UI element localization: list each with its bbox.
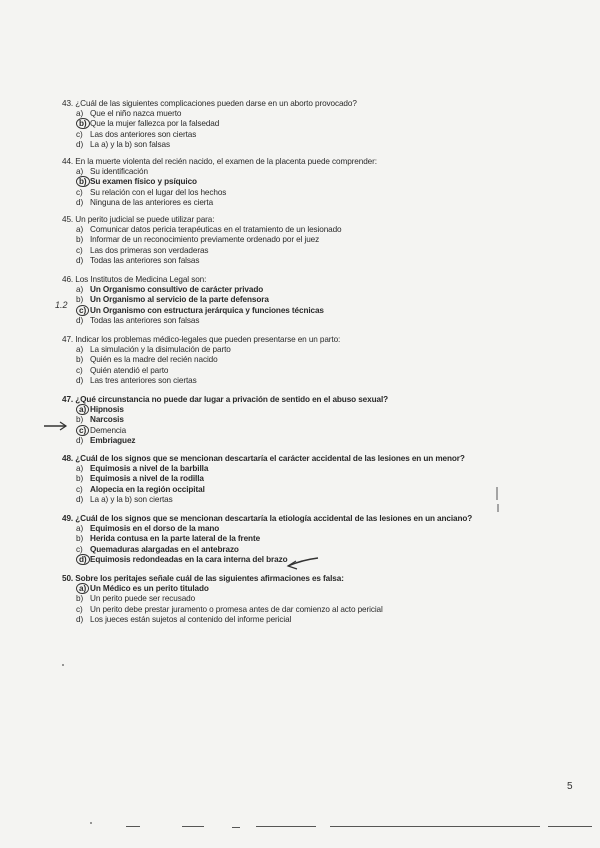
option-marker: c) [76,365,83,375]
option-text: Su examen físico y psíquico [90,177,197,187]
question-title: 47. ¿Qué circunstancia no puede dar lugar a privación de sentido en el abuso sexual? [62,395,389,404]
option-marker: b) [76,594,84,604]
option-text: La a) y la b) son falsas [90,139,170,149]
option-marker: c) [76,245,83,255]
option-text: La simulación y la disimulación de parto [90,345,231,355]
option-marker: d) [76,197,84,207]
option-text: Herida contusa en la parte lateral de la frente [90,534,261,544]
option-text: La a) y la b) son ciertas [90,494,173,504]
option-marker: a) [76,524,84,534]
option-marker: d) [62,555,90,565]
arrow-mark [288,558,318,566]
option-marker: a) [76,345,84,355]
option-marker: c) [76,604,83,614]
option-text: Que el niño nazca muerto [90,109,182,119]
question-title: 44. En la muerte violenta del recién nacido, el examen de la placenta puede comprender: [62,157,377,166]
option-text: Las dos primeras son verdaderas [90,245,209,255]
scan-artifact [126,826,140,827]
scan-dust [90,822,92,824]
option-marker: b) [76,295,84,305]
option-text: Equimosis en el dorso de la mano [90,524,220,534]
option-marker: c) [76,129,83,139]
option-text: Un perito debe prestar juramento o promesa antes de dar comienzo al acto pericial [90,604,383,614]
question-title: 47. Indicar los problemas médico-legales que pueden presentarse en un parto: [62,335,341,344]
option-marker: c) [76,484,83,494]
option-marker: d) [76,614,84,624]
scan-dust [62,664,64,666]
question-title: 50. Sobre los peritajes señale cuál de las siguientes afirmaciones es falsa: [62,574,344,583]
scan-artifact [182,826,204,827]
scan-artifact [330,826,540,827]
option-text: Embriaguez [90,435,136,445]
handwritten-margin-note: 1.2 [55,300,68,310]
option-text: Las dos anteriores son ciertas [90,129,197,139]
option-marker: c) [76,187,83,197]
option-text: Equimosis redondeadas en la cara interna del brazo [90,554,288,564]
page-number: 5 [567,781,573,792]
arrow-head [288,561,297,569]
option-marker: b) [76,355,84,365]
option-text: Un Organismo consultivo de carácter privado [90,285,264,295]
option-marker: b) [62,177,90,187]
option-text: Narcosis [90,415,124,425]
option-marker: a) [76,109,84,119]
option-text: Todas las anteriores son falsas [90,255,200,265]
option-text: Los jueces están sujetos al contenido del informe pericial [90,614,292,624]
question-title: 46. Los Institutos de Medicina Legal son: [62,275,207,284]
option-marker: d) [76,139,84,149]
question-title: 48. ¿Cuál de los signos que se mencionan descartaría el carácter accidental de las lesiones en un menor? [62,454,465,463]
option-marker: b) [76,534,84,544]
scan-artifact [256,826,316,827]
option-text: Equimosis a nivel de la barbilla [90,464,209,474]
option-marker: a) [76,225,84,235]
option-marker: b) [62,119,90,129]
option-text: Su relación con el lugar del los hechos [90,187,227,197]
option-text: Hipnosis [90,405,124,415]
scan-streak [497,487,498,512]
option-marker: a) [76,167,84,177]
option-text: Un Organismo al servicio de la parte defensora [90,295,269,305]
option-text: Su identificación [90,167,148,177]
option-marker: a) [76,464,84,474]
option-marker: d) [76,255,84,265]
option-marker: d) [76,375,84,385]
option-marker: a) [62,584,90,594]
option-text: Las tres anteriores son ciertas [90,375,197,385]
option-marker: b) [76,415,84,425]
option-text: Que la mujer fallezca por la falsedad [90,119,220,129]
scan-artifact [548,826,592,827]
option-marker: a) [76,285,84,295]
option-marker: b) [76,235,84,245]
option-text: Ninguna de las anteriores es cierta [90,197,214,207]
option-text: Quién es la madre del recién nacido [90,355,218,365]
option-text: Quién atendió el parto [90,365,169,375]
option-marker: d) [76,315,84,325]
question-title: 43. ¿Cuál de las siguientes complicaciones pueden darse en un aborto provocado? [62,99,357,108]
option-marker: b) [76,474,84,484]
option-text: Un perito puede ser recusado [90,594,196,604]
option-text: Comunicar datos pericia terapéuticas en el tratamiento de un lesionado [90,225,342,235]
option-text: Todas las anteriores son falsas [90,315,200,325]
option-marker: d) [76,494,84,504]
option-text: Alopecia en la región occipital [90,484,205,494]
option-marker: c) [62,426,90,436]
option-text: Informar de un reconocimiento previamente ordenado por el juez [90,235,320,245]
option-text: Un Organismo con estructura jerárquica y funciones técnicas [90,305,324,315]
option-text: Quemaduras alargadas en el antebrazo [90,544,239,554]
option-marker: c) [76,544,83,554]
option-text: Equimosis a nivel de la rodilla [90,474,204,484]
option-marker: a) [62,405,90,415]
option-marker: d) [76,435,84,445]
question-title: 45. Un perito judicial se puede utilizar para: [62,215,215,224]
option-marker: c) [62,306,90,316]
option-text: Un Médico es un perito titulado [90,584,209,594]
question-title: 49. ¿Cuál de los signos que se mencionan descartaría la etiología accidental de las lesiones en un anciano? [62,514,473,523]
option-text: Demencia [90,425,127,435]
scan-artifact [232,827,240,828]
